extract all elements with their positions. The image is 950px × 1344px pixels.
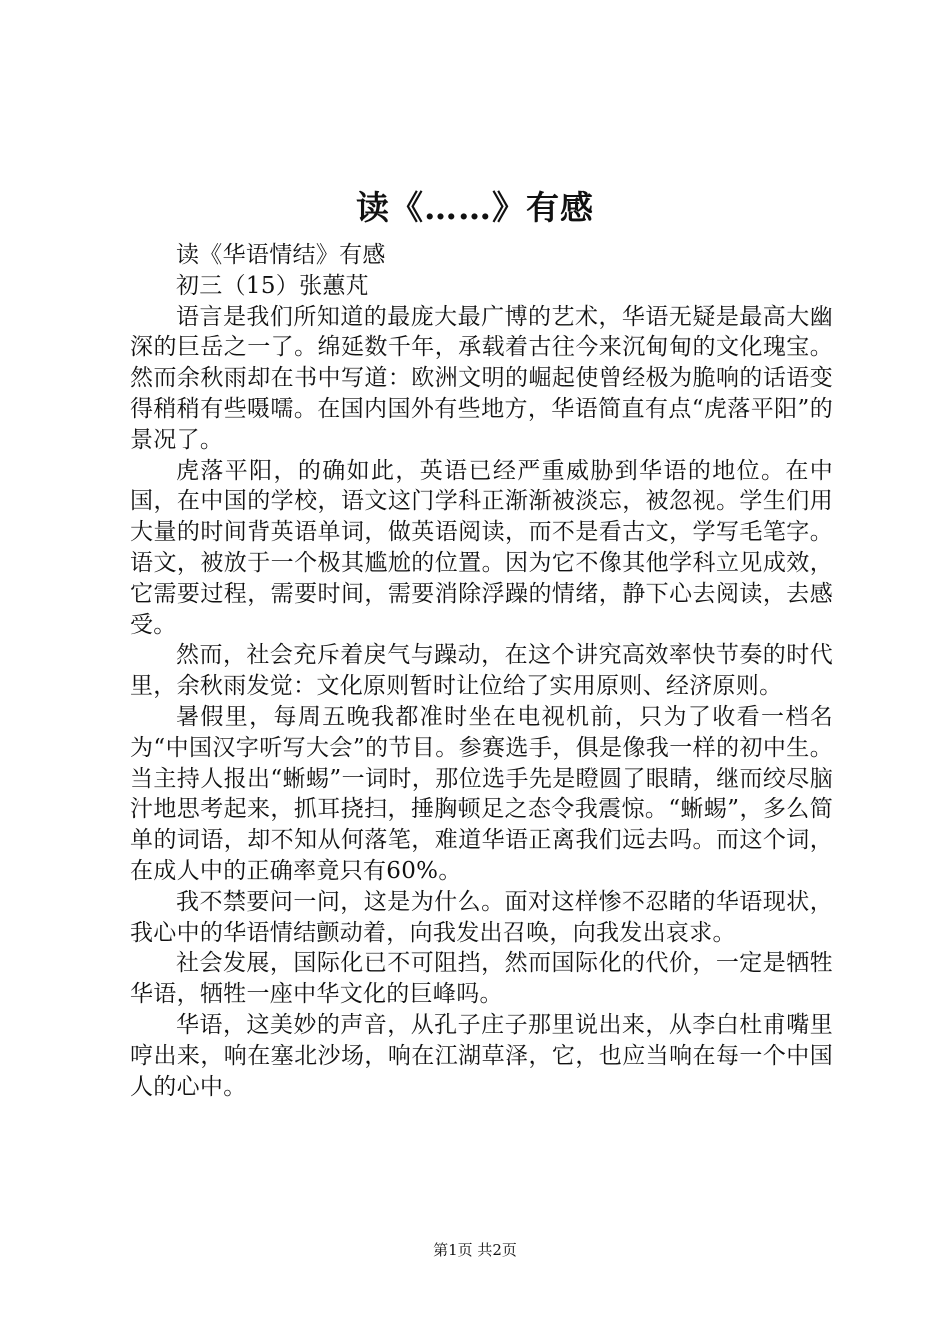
subtitle-line: 读《华语情结》有感 [176,242,386,268]
document-body [130,240,833,1102]
document-title: 读《……》有感 [356,188,594,227]
paragraph-5: 我不禁要问一问，这是为什么。面对这样惨不忍睹的华语现状，我心中的华语情结颤动着，向我发出召唤，向我发出哀求。 [130,888,833,946]
paragraph-2: 虎落平阳，的确如此，英语已经严重威胁到华语的地位。在中国，在中国的学校，语文这门学科正渐渐被淡忘，被忽视。学生们用大量的时间背英语单词，做英语阅读，而不是看古文，学写毛笔字。语文，被放于一个极其尴尬的位置。因为它不像其他学科立见成效，它需要过程，需要时间，需要消除浮躁的情绪，静下心去阅读，去感受。 [130,457,833,638]
paragraph-7: 华语，这美妙的声音，从孔子庄子那里说出来，从李白杜甫嘴里哼出来，响在塞北沙场，响在江湖草泽，它，也应当响在每一个中国人的心中。 [130,1011,833,1100]
paragraph-6: 社会发展，国际化已不可阻挡，然而国际化的代价，一定是牺牲华语，牺牲一座中华文化的巨峰吗。 [130,950,833,1008]
author-line: 初三（15）张蕙芃 [176,272,369,299]
paragraph-3: 然而，社会充斥着戾气与躁动，在这个讲究高效率快节奏的时代里，余秋雨发觉：文化原则暂时让位给了实用原则、经济原则。 [130,642,833,700]
paragraph-1: 语言是我们所知道的最庞大最广博的艺术，华语无疑是最高大幽深的巨岳之一了。绵延数千年，承载着古往今来沉甸甸的文化瑰宝。然而余秋雨却在书中写道：欧洲文明的崛起使曾经极为脆响的话语变得稍稍有些嗫嚅。在国内国外有些地方，华语简直有点“虎落平阳”的景况了。 [130,303,833,453]
paragraph-4: 暑假里，每周五晚我都准时坐在电视机前，只为了收看一档名为“中国汉字听写大会”的节目。参赛选手，俱是像我一样的初中生。当主持人报出“蜥蜴”一词时，那位选手先是瞪圆了眼睛，继而绞尽脑汁地思考起来，抓耳挠扫，捶胸顿足之态令我震惊。“蜥蜴”，多么简单的词语，却不知从何落笔，难道华语正离我们远去吗。而这个词，在成人中的正确率竟只有60%。 [130,703,833,884]
page-footer: 第1页 共2页 [433,1241,517,1259]
